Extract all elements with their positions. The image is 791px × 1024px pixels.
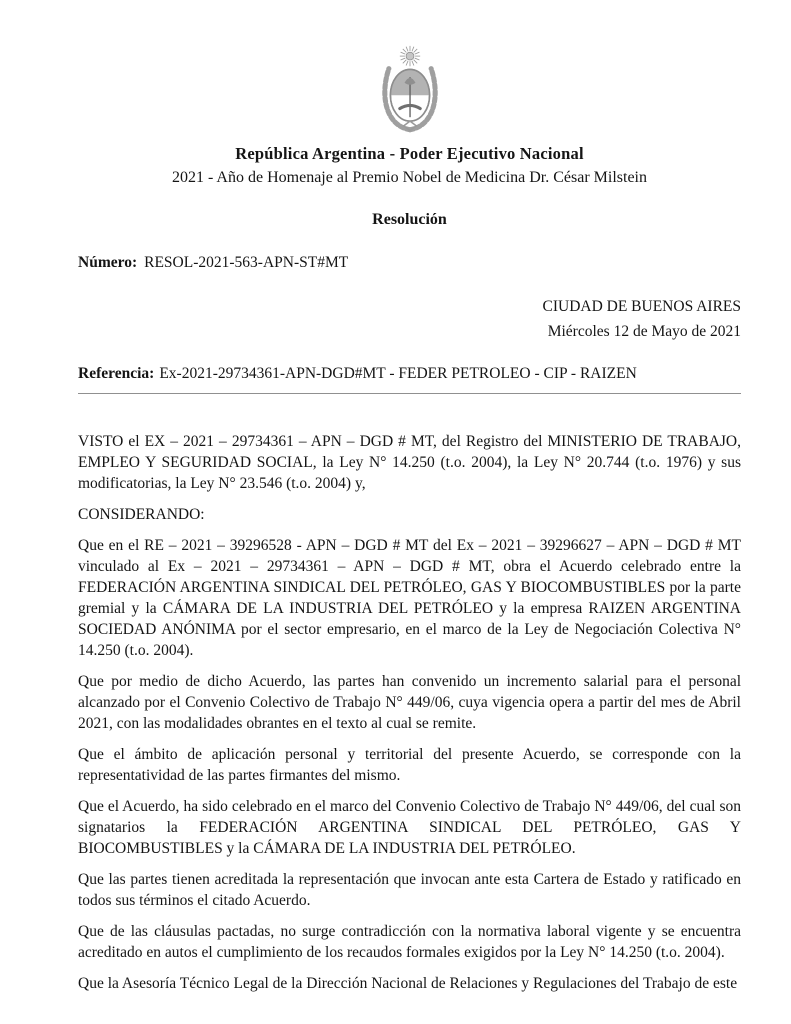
body-paragraph: Que por medio de dicho Acuerdo, las partes han convenido un incremento salarial para el personal alcanzado por el Convenio Colectivo de Trabajo N° 449/06, cuya vigencia opera a partir del mes de Abril 2021, con las modalidades obrantes en el texto al cual se remite. (78, 673, 741, 732)
referencia-label: Referencia: (78, 365, 155, 382)
place-date-block (78, 294, 741, 344)
referencia-value: Ex-2021-29734361-APN-DGD#MT - FEDER PETROLEO - CIP - RAIZEN (159, 365, 637, 382)
reference-divider (78, 393, 741, 394)
resolution-number-line (78, 254, 741, 272)
body-paragraph: Que el Acuerdo, ha sido celebrado en el marco del Convenio Colectivo de Trabajo N° 449/06, del cual son signatarios la FEDERACIÓN ARGENTINA SINDICAL DEL PETRÓLEO, GAS Y BIOCOMBUSTIBLES y la CÁMARA DE LA INDUSTRIA DEL PETRÓLEO. (78, 798, 741, 857)
document-body (78, 431, 741, 994)
body-paragraph: Que de las cláusulas pactadas, no surge contradicción con la normativa laboral vigente y se encuentra acreditado en autos el cumplimiento de los recaudos formales exigidos por la Ley N° 14.250 (t.o. 2004). (78, 923, 741, 961)
body-paragraph: Que el ámbito de aplicación personal y territorial del presente Acuerdo, se corresponde con la representatividad de las partes firmantes del mismo. (78, 746, 741, 784)
numero-value: RESOL-2021-563-APN-ST#MT (144, 254, 349, 271)
header-year-line: 2021 - Año de Homenaje al Premio Nobel de Medicina Dr. César Milstein (171, 169, 647, 186)
body-paragraph: Que la Asesoría Técnico Legal de la Dirección Nacional de Relaciones y Regulaciones del Trabajo de este (78, 975, 738, 992)
date-line: Miércoles 12 de Mayo de 2021 (547, 323, 741, 340)
body-paragraph: Que las partes tienen acreditada la representación que invocan ante esta Cartera de Estado y ratificado en todos sus términos el citado Acuerdo. (78, 871, 741, 909)
reference-line (78, 365, 741, 383)
document-type-title: Resolución (372, 211, 447, 228)
body-paragraph: VISTO el EX – 2021 – 29734361 – APN – DGD # MT, del Registro del MINISTERIO DE TRABAJO, EMPLEO Y SEGURIDAD SOCIAL, la Ley N° 14.250 (t.o. 2004), la Ley N° 20.744 (t.o. 1976) y sus modificatorias, la Ley N° 23.546 (t.o. 2004) y, (78, 433, 741, 492)
argentina-coat-of-arms-icon (363, 45, 457, 133)
document-header (78, 45, 741, 229)
body-paragraph: CONSIDERANDO: (78, 506, 205, 523)
header-org-line: República Argentina - Poder Ejecutivo Nacional (235, 144, 584, 163)
numero-label: Número: (78, 254, 138, 271)
city-line: CIUDAD DE BUENOS AIRES (542, 298, 741, 315)
body-paragraph: Que en el RE – 2021 – 39296528 - APN – DGD # MT del Ex – 2021 – 39296627 – APN – DGD # MT vinculado al Ex – 2021 – 29734361 – APN – DGD # MT, obra el Acuerdo celebrado entre la FEDERACIÓN ARGENTINA SINDICAL DEL PETRÓLEO, GAS Y BIOCOMBUSTIBLES por la parte gremial y la CÁMARA DE LA INDUSTRIA DEL PETRÓLEO y la empresa RAIZEN ARGENTINA SOCIEDAD ANÓNIMA por el sector empresario, en el marco de la Ley de Negociación Colectiva N° 14.250 (t.o. 2004). (78, 537, 741, 659)
